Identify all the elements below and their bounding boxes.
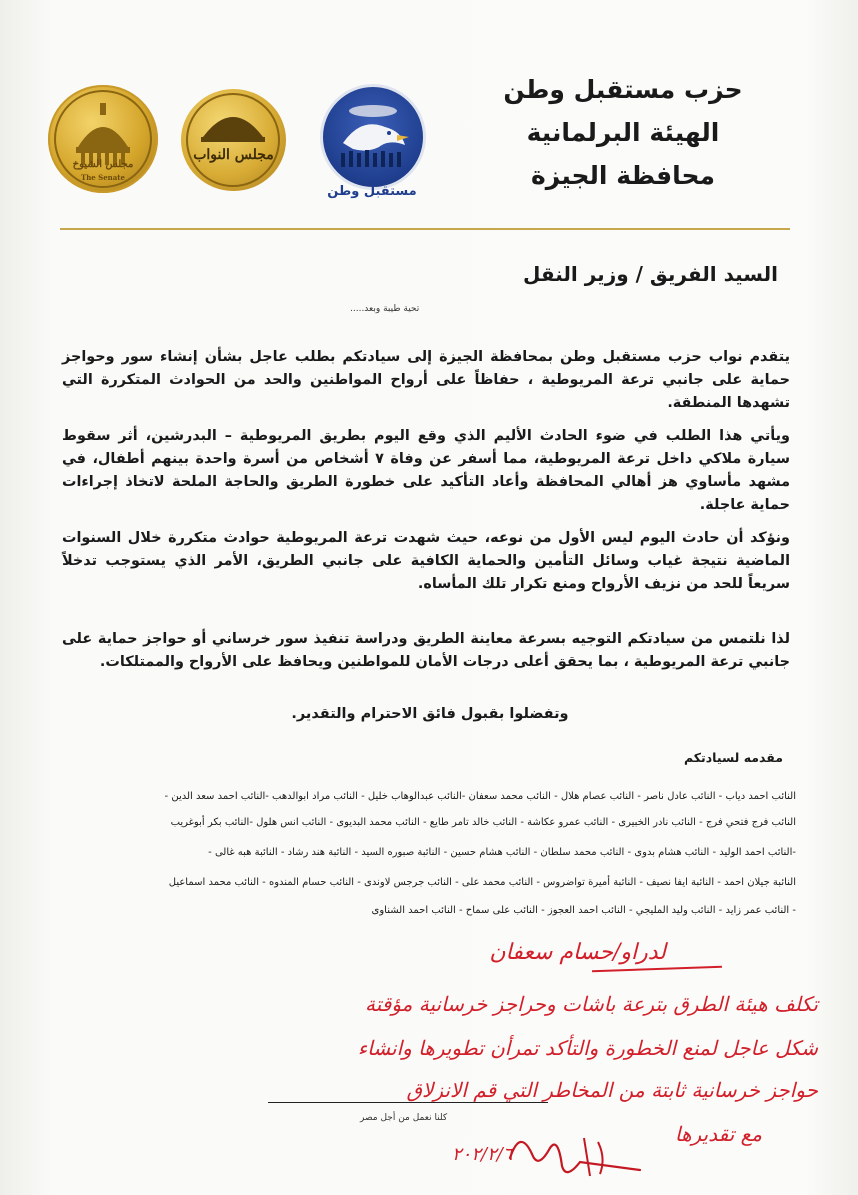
paragraph-plea: لذا نلتمس من سيادتكم التوجيه بسرعة معاينة الطريق ودراسة تنفيذ سور خرساني أو حواجز حماية على جانبي ترعة المريوطية ، بما يحقق أعلى درجات الأمان للمواطنين ويحافظ على الأرواح والممتلكات. <box>62 631 790 670</box>
house-seal-text: مجلس النواب <box>193 147 274 163</box>
mps-list-line: -النائب احمد الوليد - النائب هشام بدوى - النائب محمد سلطان - النائب هشام حسين - النائبة صبوره السيد - النائبة هند رشاد - النائبة هبه غالى - <box>208 847 796 858</box>
mps-list-line: النائب فرج فتحي فرج - النائب نادر الخبيرى - النائب عمرو عكاشة - النائب خالد تامر طايع - النائب محمد البديوى - النائب انس هلول -النائب بكر أبوغريب <box>170 817 796 828</box>
parliamentary-body-name: الهيئة البرلمانية <box>526 118 720 147</box>
senate-seal-text-en: The Senate <box>80 173 125 182</box>
handwritten-annotation-line: مع تقديرها <box>674 1122 762 1146</box>
party-logo-caption: مستقبل وطن <box>327 184 417 199</box>
party-name: حزب مستقبل وطن <box>503 75 743 104</box>
handwritten-annotation-line: تكلف هيئة الطرق بترعة باشات وحراجز خرسانية مؤقتة <box>365 992 818 1016</box>
handwritten-annotation-line: لدراو/حسام سعفان <box>489 940 666 965</box>
mps-list-line: النائبة جيلان احمد - النائبة ايفا نصيف - النائبة أميرة تواضروس - النائب محمد على - النائب جرجس لاوندى - النائب حسام المندوه - النائب محمد اسماعيل <box>168 877 796 888</box>
senate-seal-text: مجلس الشيوخ <box>72 159 134 170</box>
handwritten-signature-icon <box>480 1118 650 1190</box>
addressee: السيد الفريق / وزير النقل <box>523 262 778 286</box>
paragraph-request: يتقدم نواب حزب مستقبل وطن بمحافظة الجيزة إلى سيادتكم بطلب عاجل بشأن إنشاء سور وحواجز حماية على جانبي ترعة المريوطية ، حفاظاً على أرواح المواطنين والحد من الحوادث المتكررة التي تشهدها المنطقة. <box>62 349 790 411</box>
house-of-representatives-seal-icon <box>181 89 286 191</box>
mps-list-line: النائب احمد دياب - النائب عادل ناصر - النائب عصام هلال - النائب محمد سعفان -النائب عبدالوهاب خليل - النائب مراد ابوالدهب -النائب احمد سعد الدين - <box>164 791 796 802</box>
handwritten-annotation-line: حواجز خرسانية ثابتة من المخاطر التي قم الانزلاق <box>406 1078 818 1102</box>
eagle-icon <box>323 87 423 187</box>
letterhead <box>493 68 753 197</box>
footer-slogan: كلنا نعمل من أجل مصر <box>360 1113 448 1123</box>
paragraph-incident: ويأتي هذا الطلب في ضوء الحادث الأليم الذي وقع اليوم بطريق المريوطية – البدرشين، أثر سقوط سيارة ملاكي داخل ترعة المريوطية، مما أسفر عن وفاة ٧ أشخاص من أسرة واحدة بينهم أطفال، في مشهد مأساوي هز أهالي المحافظة وأعاد التأكيد على خطورة الطريق والحاجة الملحة لاتخاذ إجراءات حماية عاجلة. <box>62 428 791 513</box>
header-divider <box>60 228 790 230</box>
handwritten-date: ٢٠٢/٢/٦ <box>452 1144 513 1165</box>
parliament-dome-icon <box>181 89 286 191</box>
greeting: تحية طيبة وبعد..... <box>350 304 420 314</box>
presented-by: مقدمه لسيادتكم <box>683 750 783 765</box>
mps-list-line: - النائب عمر زايد - النائب وليد المليجي - النائب احمد العجوز - النائب على سماح - النائب احمد الشناوى <box>371 905 796 916</box>
closing-line: وتفضلوا بقبول فائق الاحترام والتقدير. <box>291 706 569 722</box>
mostaqbal-watan-eagle-logo-icon <box>320 84 426 190</box>
handwritten-underline <box>592 966 722 973</box>
senate-seal-icon <box>48 85 158 193</box>
governorate-name: محافظة الجيزة <box>531 161 715 190</box>
signature-line <box>268 1102 548 1103</box>
handwritten-annotation-line: شكل عاجل لمنع الخطورة والتأكد تمرأن تطويرها وانشاء <box>357 1036 818 1060</box>
paragraph-history: ونؤكد أن حادث اليوم ليس الأول من نوعه، حيث شهدت ترعة المريوطية حوادث متكررة خلال السنوات الماضية نتيجة غياب وسائل التأمين والحماية الكافية على جانبي الطريق، الأمر الذي يستوجب تدخلاً سريعاً للحد من نزيف الأرواح ومنع تكرار تلك المأساه. <box>62 530 790 592</box>
